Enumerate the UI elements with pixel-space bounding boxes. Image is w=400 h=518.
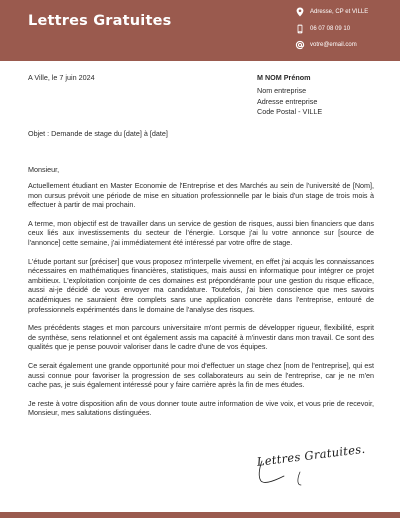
at-sign-icon	[295, 40, 305, 50]
body-paragraph: Actuellement étudiant en Master Economie de l'Entreprise et des Marchés au sein de l'université de [Nom], mon cursus prévoit une période de mise en situation professionnelle par le biais d'un stage de trois mois à effectuer à partir de mai prochain.	[28, 181, 374, 210]
handwritten-signature	[256, 441, 367, 489]
body-paragraph: Ce serait également une grande opportunité pour moi d'effectuer un stage chez [nom de l'entreprise], qui est aussi connue pour favoriser la progression de ses collaborateurs au sein de l'entreprise, car je ne m'en cache pas, je suis également intéressé pour y faire carrière après la fin de mes études.	[28, 360, 374, 390]
contact-phone	[295, 23, 350, 35]
body-paragraph: L'étude portant sur [préciser] que vous proposez m'interpelle vivement, en effet j'ai acquis les connaissances nécessaires en mathématiques financières, statistiques, mais aussi en informatique pour intégrer ce projet ambitieux. L'exploitation conjointe de ces domaines est prépondérante pour une gestion du risque efficace, aussi ai-je décidé de vous envoyer ma candidature. Toutefois, j'ai bien conscience que mes savoirs académiques ne sauraient être complets sans une application concrète dans l'entreprise, entouré de professionnels expérimentés dans le domaine de l'analyse des risques.	[28, 256, 374, 314]
address-text: Adresse, CP et VILLE	[310, 9, 369, 15]
email-text: votre@email.com	[310, 42, 357, 48]
location-pin-icon	[295, 7, 305, 17]
body-paragraph: Je reste à votre disposition afin de vous donner toute autre information de vive voix, et vous prie de recevoir, Monsieur, mes salutations distinguées.	[28, 398, 374, 418]
contact-email	[295, 39, 357, 51]
recipient-block	[257, 73, 322, 117]
body-paragraph: Mes précédents stages et mon parcours universitaire m'ont permis de développer rigueur, flexibilité, esprit de synthèse, sens relationnel et ont également assis ma capacité à m'investir dans mon travail. Ce sont des qualités que je pense pouvoir valoriser dans le cadre d'une de vos équipes.	[28, 323, 374, 352]
signature-text: Lettres Gratuites.	[256, 441, 367, 469]
phone-icon	[295, 24, 305, 34]
recipient-company: Nom entreprise	[257, 86, 307, 96]
body-paragraph: A terme, mon objectif est de travailler dans un service de gestion de risques, aussi bien financiers que dans ceux liés aux investissements du secteur de l'énergie. Lorsque j'ai lu votre annonce sur [source de l'annonce] cette semaine, j'ai immédiatement été intéressé par votre offre de stage.	[28, 218, 374, 247]
signature-flourish-icon	[256, 455, 348, 489]
footer-bar	[0, 512, 400, 518]
recipient-postal: Code Postal - VILLE	[257, 106, 323, 116]
header-banner	[0, 0, 400, 61]
letter-subject: Objet : Demande de stage du [date] à [date]	[28, 129, 168, 138]
place-date: A Ville, le 7 juin 2024	[28, 73, 95, 82]
letter-salutation: Monsieur,	[28, 165, 60, 174]
phone-text: 06 07 08 09 10	[310, 26, 351, 32]
contact-block	[295, 0, 400, 61]
letter-body	[28, 181, 374, 427]
brand-title: Lettres Gratuites	[28, 13, 172, 29]
recipient-address: Adresse entreprise	[257, 96, 318, 106]
recipient-name: M NOM Prénom	[257, 73, 311, 82]
contact-address	[295, 6, 368, 18]
